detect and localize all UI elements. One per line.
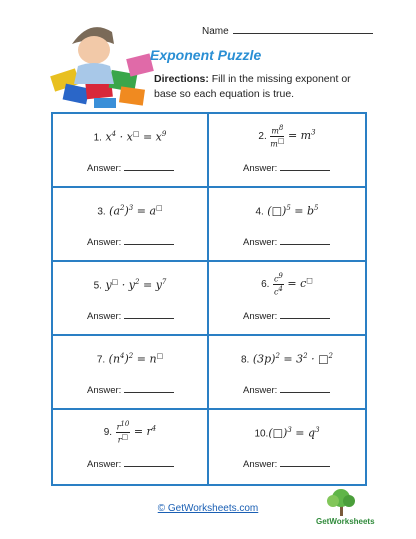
problem-cell-4	[209, 188, 365, 262]
directions	[154, 72, 376, 102]
directions-label: Directions:	[154, 73, 209, 85]
answer-3: Answer:	[87, 236, 174, 248]
boy-puzzle-illustration	[50, 14, 160, 110]
equation-10: 10.(□)$^3$ = $q^3$	[254, 426, 320, 440]
problem-cell-2	[209, 114, 365, 188]
equation-2: 2. $\frac{m^8}{m^□}$ = $m^3$	[258, 124, 316, 149]
puzzle-grid	[51, 112, 367, 486]
website-link[interactable]: © GetWorksheets.com	[157, 503, 259, 514]
problem-cell-1	[53, 114, 209, 188]
answer-6: Answer:	[243, 310, 330, 322]
answer-5: Answer:	[87, 310, 174, 322]
problem-cell-7	[53, 336, 209, 410]
name-field	[202, 24, 373, 37]
directions-text: Fill in the missing exponent or base so each equation is true.	[154, 73, 351, 100]
answer-1: Answer:	[87, 162, 174, 174]
problem-cell-8	[209, 336, 365, 410]
name-line	[233, 24, 373, 34]
problem-cell-9	[53, 410, 209, 484]
worksheet-title: Exponent Puzzle	[150, 47, 262, 63]
site-logo	[316, 488, 386, 528]
equation-6: 6. $\frac{c^9}{c^4}$ = c□	[261, 272, 313, 297]
answer-8: Answer:	[243, 384, 330, 396]
problem-cell-5	[53, 262, 209, 336]
problem-cell-3	[53, 188, 209, 262]
tree-icon	[316, 488, 386, 518]
logo-text: GetWorksheets	[316, 517, 375, 526]
answer-10: Answer:	[243, 458, 330, 470]
equation-4: 4. (□)$^5$ = $b^5$	[255, 204, 319, 218]
answer-2: Answer:	[243, 162, 330, 174]
equation-3: 3. $(a^2)^3 = a^□$	[97, 204, 163, 218]
equation-5: 5. $y^□ \cdot y^2 = y^7$	[93, 278, 167, 292]
answer-7: Answer:	[87, 384, 174, 396]
problem-cell-6	[209, 262, 365, 336]
name-label: Name	[202, 26, 229, 37]
equation-1: 1. $x^4 \cdot x^□ = x^9$	[93, 130, 167, 144]
equation-9: 9. $\frac{r^{10}}{r^□}$ = $r^4$	[103, 420, 157, 445]
answer-4: Answer:	[243, 236, 330, 248]
equation-8: 8. $(3p)^2 = 3^2$ · □$^2$	[241, 352, 333, 366]
problem-cell-10	[209, 410, 365, 484]
answer-9: Answer:	[87, 458, 174, 470]
equation-7: 7. $(n^4)^2 = n^□$	[96, 352, 164, 366]
